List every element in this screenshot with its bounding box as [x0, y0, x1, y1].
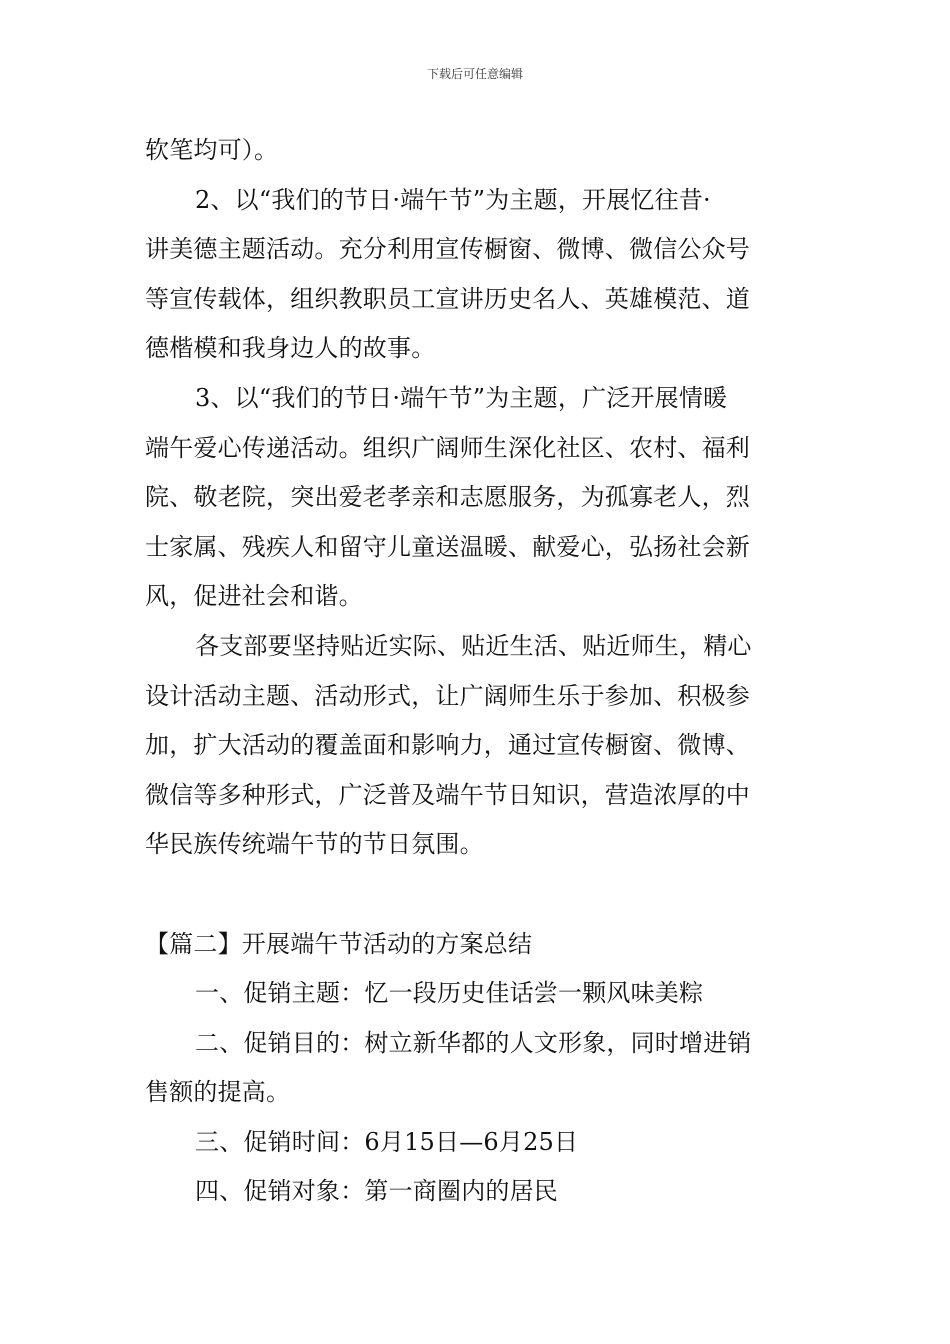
text-line: 2、以“我们的节日·端午节”为主题，开展忆往昔·: [195, 185, 711, 214]
text-line: 一、促销主题：忆一段历史佳话尝一颗风味美粽: [195, 979, 704, 1008]
text-line: 二、促销目的：树立新华都的人文形象，同时增进销: [195, 1028, 752, 1057]
page-header: 下载后可任意编辑: [426, 67, 523, 81]
text-line: 软笔均可）。: [145, 136, 279, 164]
text-line: 售额的提高。: [145, 1078, 291, 1107]
text-line: 讲美德主题活动。充分利用宣传橱窗、微博、微信公众号: [145, 235, 750, 264]
text-line: 设计活动主题、活动形式，让广阔师生乐于参加、积极参: [145, 681, 750, 710]
text-line: 端午爱心传递活动。组织广阔师生深化社区、农村、福利: [145, 433, 750, 462]
text-line: 风，促进社会和谐。: [145, 582, 363, 611]
text-line: 等宣传载体，组织教职员工宣讲历史名人、英雄模范、道: [145, 284, 750, 313]
text-line: 德楷模和我身边人的故事。: [145, 334, 436, 363]
text-line: 微信等多种形式，广泛普及端午节日知识，营造浓厚的中: [145, 780, 750, 809]
section-title: 【篇二】开展端午节活动的方案总结: [145, 929, 533, 958]
text-line: 四、促销对象：第一商圈内的居民: [195, 1177, 558, 1206]
text-line: 院、敬老院，突出爱老孝亲和志愿服务，为孤寡老人，烈: [145, 483, 750, 512]
text-line: 三、促销时间：6月15日—6月25日: [195, 1127, 579, 1156]
section-gap: [145, 870, 807, 920]
text-line: 加，扩大活动的覆盖面和影响力，通过宣传橱窗、微博、: [145, 731, 750, 760]
text-line: 士家属、残疾人和留守儿童送温暖、献爱心，弘扬社会新: [145, 532, 750, 561]
text-line: 华民族传统端午节的节日氛围。: [145, 830, 484, 859]
text-line: 3、以“我们的节日·端午节”为主题，广泛开展情暖: [195, 383, 728, 412]
text-line: 各支部要坚持贴近实际、贴近生活、贴近师生，精心: [195, 631, 752, 660]
document-body: [145, 126, 807, 1217]
